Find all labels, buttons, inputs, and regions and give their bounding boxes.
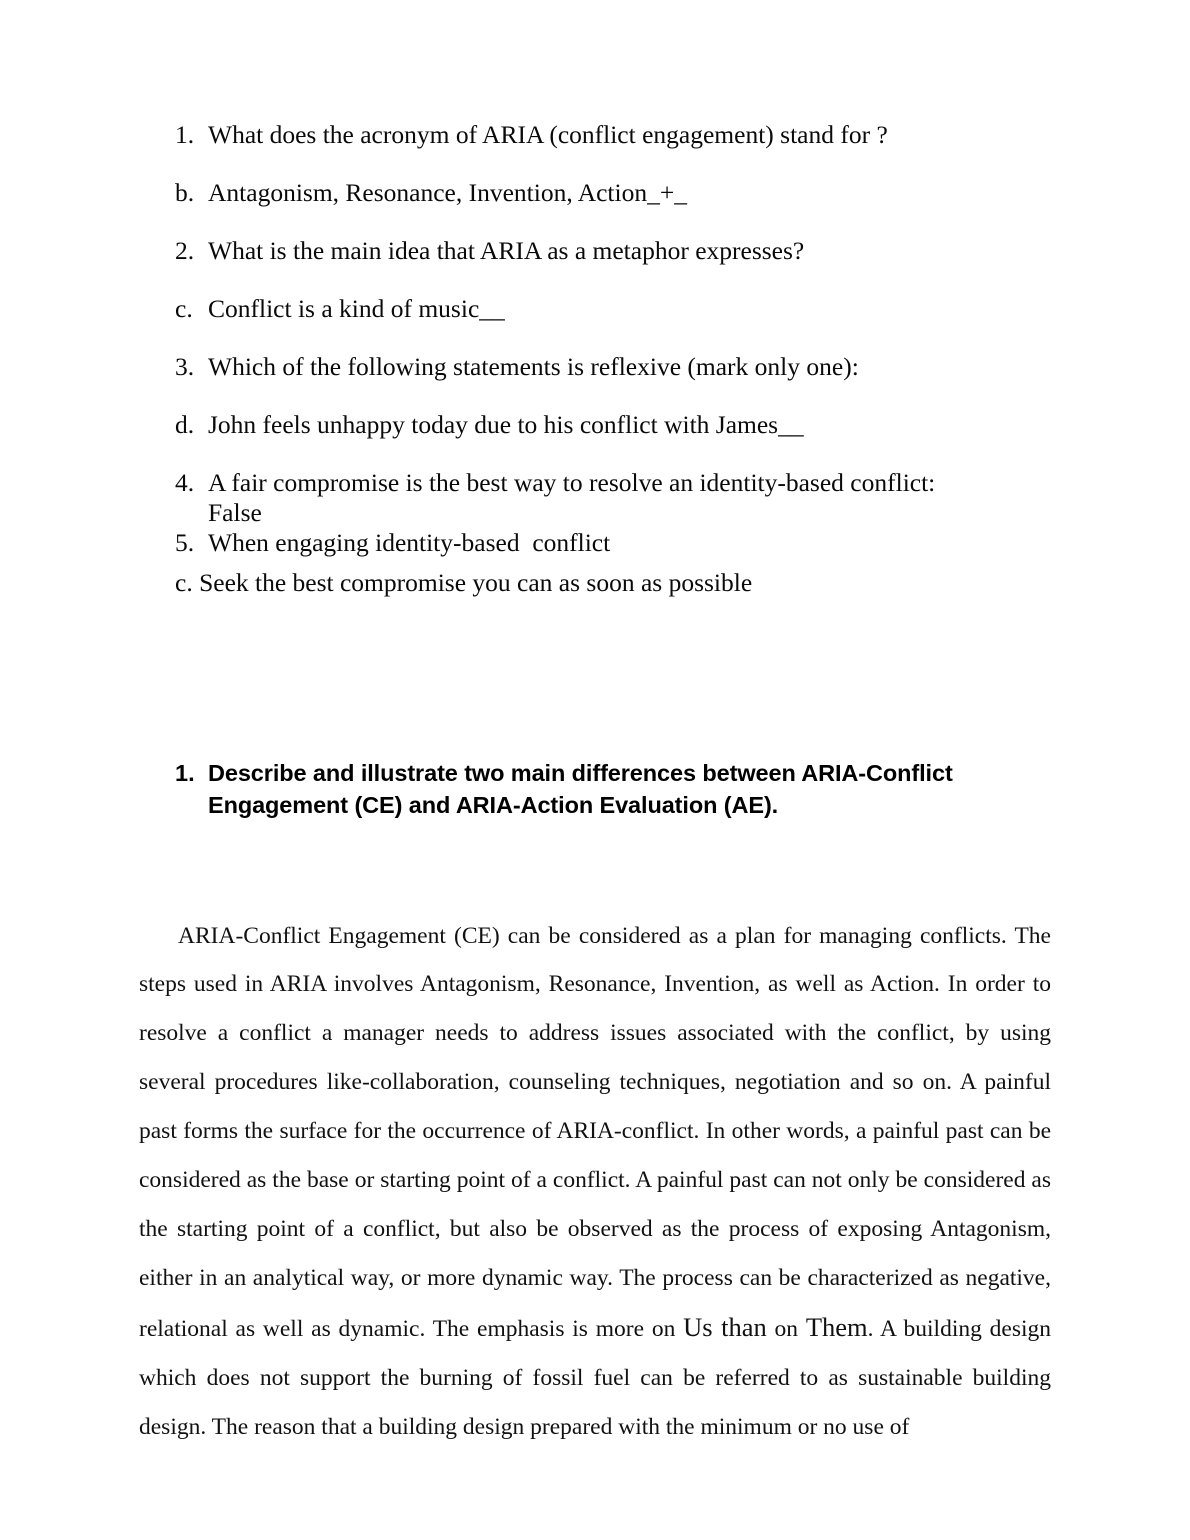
- list-item: [139, 468, 1069, 527]
- list-item-text: John feels unhappy today due to his conflict with James__: [208, 410, 804, 439]
- list-item-marker: 4.: [175, 468, 195, 497]
- standalone-answer-line: c. Seek the best compromise you can as soon as possible: [175, 568, 753, 597]
- list-item: [139, 352, 1069, 382]
- list-item-text: Conflict is a kind of music__: [208, 294, 505, 323]
- list-item: [139, 236, 1069, 266]
- list-item-text: What does the acronym of ARIA (conflict engagement) stand for ?: [208, 120, 888, 149]
- paragraph-emphasis-us-than: Us than: [683, 1311, 767, 1342]
- list-item-text: When engaging identity-based conflict: [208, 528, 611, 558]
- section-heading: [175, 757, 1010, 822]
- list-item-marker: 3.: [175, 352, 195, 381]
- list-item-marker: 5.: [175, 528, 195, 558]
- list-item-marker: b.: [175, 178, 195, 207]
- list-item: [139, 294, 1069, 324]
- list-item-text: Which of the following statements is reflexive (mark only one):: [208, 352, 859, 381]
- heading-number: 1.: [175, 760, 195, 786]
- heading-row: [175, 757, 1010, 822]
- paragraph-emphasis-them: Them: [805, 1311, 868, 1342]
- body-paragraph: [139, 912, 1051, 1452]
- heading-text: Describe and illustrate two main differences between ARIA-Conflict Engagement (CE) and ARIA-Action Evaluation (AE).: [208, 760, 960, 819]
- list-item-marker: c.: [175, 294, 193, 323]
- list-item: [139, 120, 1069, 150]
- quiz-question-list: [139, 120, 1069, 558]
- list-item-text: Antagonism, Resonance, Invention, Action_+_: [208, 178, 687, 207]
- list-item: [139, 410, 1069, 440]
- paragraph-part-2: on: [766, 1315, 806, 1342]
- paragraph-part-3: . A building design which does not support the burning of fossil fuel can be referred to as sustainable building design. The reason that a building design prepared with the minimum or no use of: [139, 1315, 1052, 1440]
- list-item-marker: 1.: [175, 120, 195, 149]
- list-item-text: What is the main idea that ARIA as a metaphor expresses?: [208, 236, 805, 265]
- list-item-marker: d.: [175, 410, 195, 439]
- list-item-marker: 2.: [175, 236, 195, 265]
- paragraph-part-1: ARIA-Conflict Engagement (CE) can be considered as a plan for managing conflicts. The steps used in ARIA involves Antagonism, Resonance, Invention, as well as Action. In order to resolve a conflict a manager needs to address issues associated with the conflict, by using several procedures like-collaboration, counseling techniques, negotiation and so on. A painful past forms the surface for the occurrence of ARIA-conflict. In other words, a painful past can be considered as the base or starting point of a conflict. A painful past can not only be considered as the starting point of a conflict, but also be observed as the process of exposing Antagonism, either in an analytical way, or more dynamic way. The process can be characterized as negative, relational as well as dynamic. The emphasis is more on: [139, 922, 1051, 1342]
- list-item: [139, 178, 1069, 208]
- list-item-answer: False: [208, 497, 262, 527]
- list-item-text: A fair compromise is the best way to resolve an identity-based conflict:: [208, 468, 936, 497]
- list-item: [139, 528, 1069, 558]
